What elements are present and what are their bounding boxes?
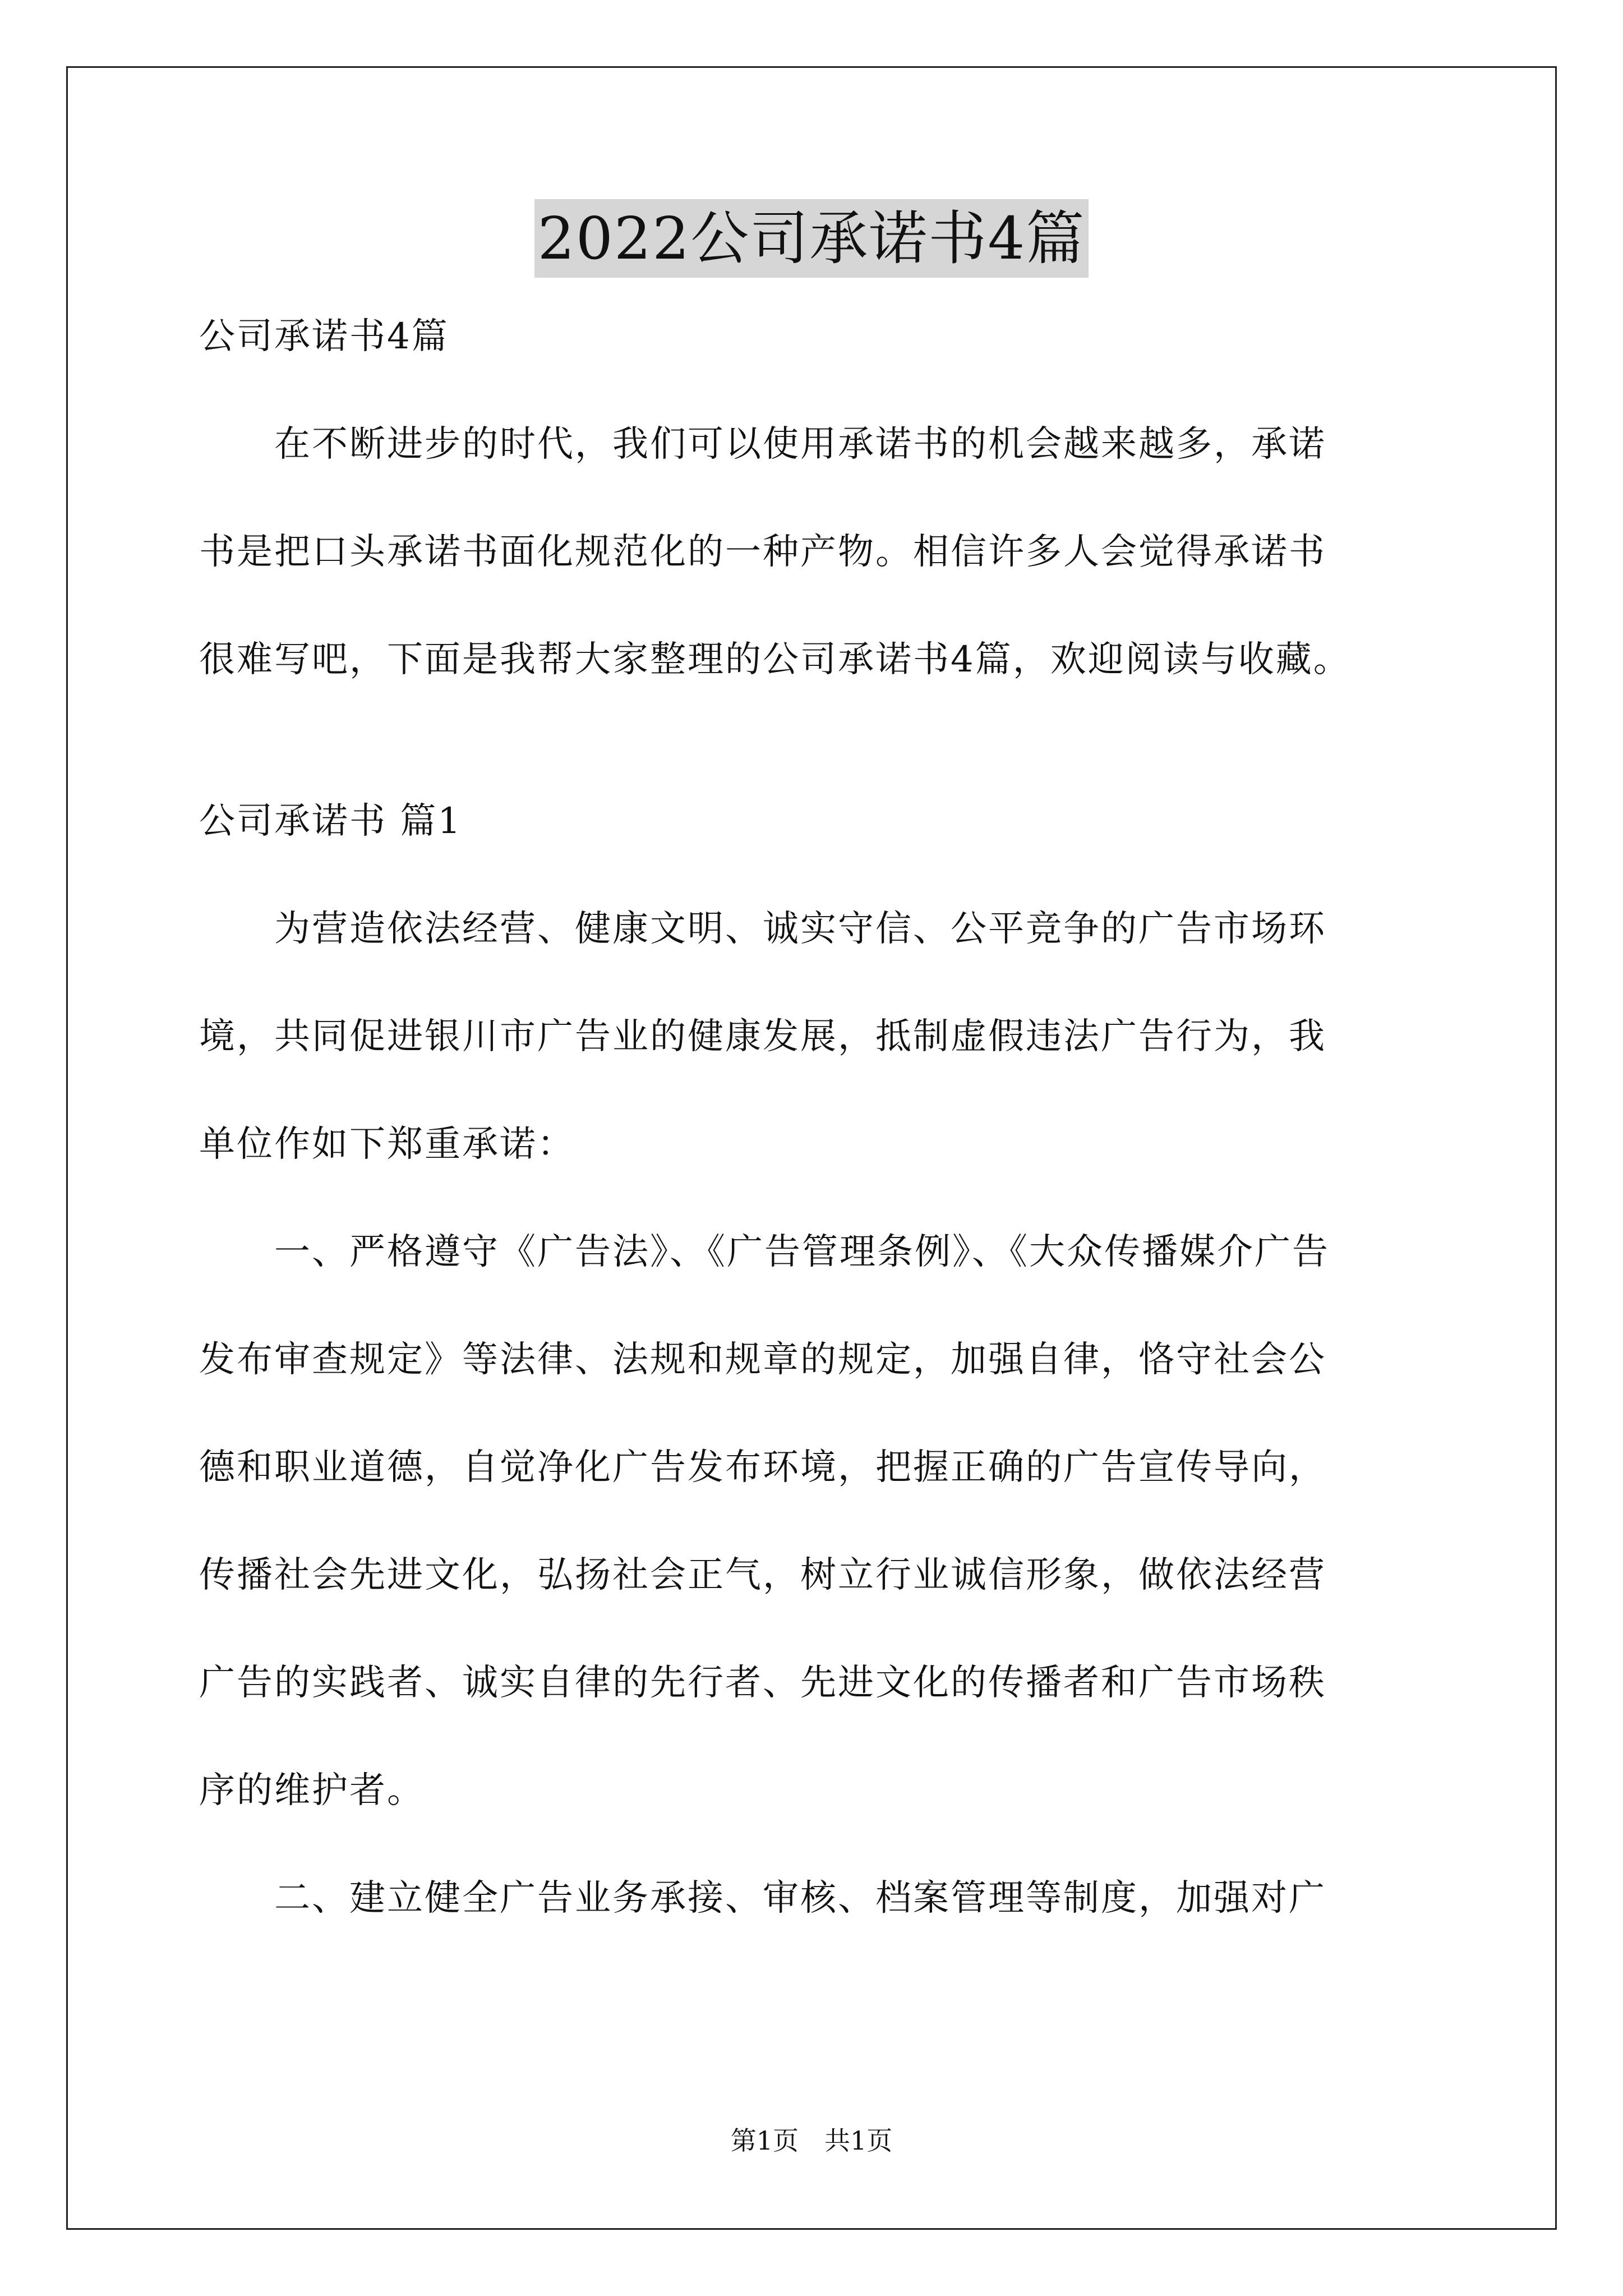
page-footer: 第1页 共1页 — [730, 2125, 893, 2156]
para2-line-6: 序的维护者。 — [199, 1770, 425, 1811]
intro-line-1: 在不断进步的时代，我们可以使用承诺书的机会越来越多，承诺 — [199, 424, 1326, 465]
para2-line-2: 发布审查规定》等法律、法规和规章的规定，加强自律，恪守社会公 — [199, 1339, 1326, 1381]
intro-line-3: 很难写吧，下面是我帮大家整理的公司承诺书4篇，欢迎阅读与收藏。 — [199, 639, 1351, 680]
document-body — [199, 310, 1430, 1925]
para1-line-3: 单位作如下郑重承诺： — [199, 1124, 575, 1165]
para2-line-4: 传播社会先进文化，弘扬社会正气，树立行业诚信形象，做依法经营 — [199, 1554, 1326, 1596]
para2-line-5: 广告的实践者、诚实自律的先行者、先进文化的传播者和广告市场秩 — [199, 1662, 1326, 1704]
intro-line-2: 书是把口头承诺书面化规范化的一种产物。相信许多人会觉得承诺书 — [199, 531, 1326, 573]
section-heading: 公司承诺书 篇1 — [199, 800, 463, 842]
title-container — [0, 199, 1623, 278]
para1-line-2: 境，共同促进银川市广告业的健康发展，抵制虚假违法广告行为，我 — [199, 1016, 1326, 1057]
para2-line-1: 一、严格遵守《广告法》、《广告管理条例》、《大众传播媒介广告 — [199, 1231, 1330, 1273]
para1-line-1: 为营造依法经营、健康文明、诚实守信、公平竞争的广告市场环 — [199, 908, 1326, 950]
para3-line-1: 二、建立健全广告业务承接、审核、档案管理等制度，加强对广 — [199, 1878, 1326, 1919]
subtitle-line: 公司承诺书4篇 — [199, 316, 449, 357]
para2-line-3: 德和职业道德，自觉净化广告发布环境，把握正确的广告宣传导向， — [199, 1447, 1326, 1488]
document-title: 2022公司承诺书4篇 — [534, 199, 1089, 278]
